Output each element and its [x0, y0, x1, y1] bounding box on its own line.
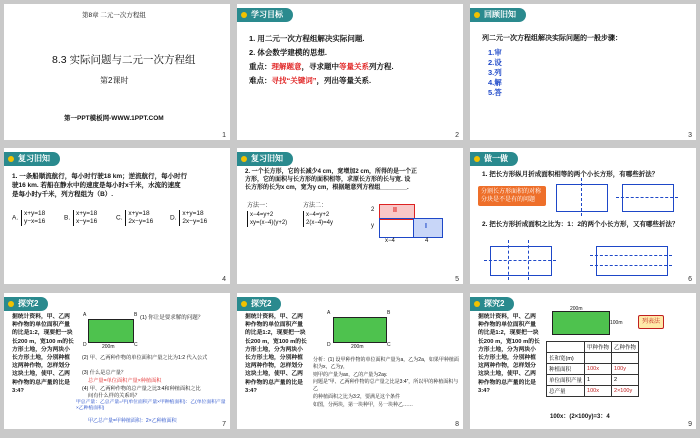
analysis-3: 问题是“甲、乙两种作物的总产量之比是3:4”，所以甲的种植面积与乙: [313, 379, 459, 392]
problem-text: 据统计资料，甲、乙两种作物的单位面积产量的比是1:2，现要把一块长200 m，宽100 m的长方形土地，分为两块小长方形土地，分别种植这两种作物，怎样划分这块土地，使甲、乙两种作物的总产量的比是3:4?: [12, 314, 74, 394]
problem-text: 据统计资料，甲、乙两种作物的单位面积产量的比是1:2，现要把一块长200 m，宽100 m的长方形土地，分为两块小长方形土地，分别种植这两种作物，怎样划分这块土地，使甲、乙两种作物的总产量的比是3:4?: [478, 314, 540, 394]
key-point-highlight-2: 等量关系: [339, 62, 369, 71]
method-1-label: 方法一：: [247, 203, 272, 209]
label-x-minus-4: x−4: [385, 238, 395, 244]
slide-header: 探究2: [470, 297, 514, 311]
slide-number: 9: [688, 421, 692, 428]
chapter-label: 第8章 二元一次方程组: [82, 12, 146, 19]
analysis-5: 如图，分两块，第一块种甲，另一块种乙……: [313, 402, 414, 408]
slide-number: 8: [455, 421, 459, 428]
note-1: (2) 甲、乙两种作物的单位面积产量之比为1:2 代入公式: [82, 355, 208, 361]
slide-number: 2: [455, 132, 459, 139]
label-y: y: [371, 223, 374, 229]
slide-header: 复习旧知: [237, 152, 293, 166]
slide-header: 复习旧知: [4, 152, 60, 166]
option-d: [170, 210, 207, 226]
length-label: 200m: [570, 306, 583, 312]
field-rectangle: [333, 317, 387, 343]
rectangle-3: [490, 246, 552, 276]
key-point-label: 重点：: [249, 62, 272, 71]
option-d-eq2: 2x−y=16: [182, 218, 208, 225]
difficulty-highlight: 寻找“关键词”: [271, 76, 317, 85]
table-cell: 100x: [585, 364, 612, 375]
dashed-split-2: [616, 197, 678, 198]
table-cell: [585, 353, 612, 364]
step-4: 4.解: [488, 78, 502, 87]
table-cell: 100x: [585, 386, 612, 397]
dashed-split-1: [581, 178, 582, 216]
slide-thumbnail-3[interactable]: [470, 4, 696, 140]
question-2: 2. 把长方形折成面积之比为：1：2的两个小长方形，又有哪些折法？: [482, 221, 679, 228]
method-1-eq1: x−4=y+2: [250, 212, 274, 218]
slide-title: 8.3 实际问题与二元一次方程组: [52, 54, 196, 66]
note-6: 甲总产量：乙总产量=甲(单位面积产量×甲种植面积)：乙(单位面积产量×乙种植面积): [76, 400, 226, 411]
table-cell: 种植面积: [547, 364, 585, 375]
table-header-cell: 甲种作物: [585, 342, 612, 353]
dashed-split-4b: [590, 265, 672, 266]
table-cell: 长和宽(m): [547, 353, 585, 364]
question-line-1: 1. 一条船顺流航行，每小时行驶18 km；逆流航行，每小时行: [12, 173, 188, 180]
label-C: C: [134, 342, 138, 348]
label-2: 2: [371, 207, 375, 213]
option-b-label: B.: [64, 214, 71, 222]
option-c-eq1: x+y=18: [128, 210, 150, 217]
slide-thumbnail-8[interactable]: [237, 293, 463, 429]
label-4: 4: [425, 238, 429, 244]
label-B: B: [387, 310, 391, 316]
method-2-label: 方法二：: [303, 203, 328, 209]
difficulty: [249, 76, 371, 85]
length-label: 200m: [102, 344, 115, 350]
slide-thumbnail-1[interactable]: [4, 4, 230, 140]
analysis-4: 的种植面积之比为3:2，要满足这个条件: [313, 394, 400, 400]
slide-number: 1: [222, 132, 226, 139]
key-point-tail: 列方程.: [369, 62, 394, 71]
option-c-label: C.: [116, 214, 123, 222]
rectangle-4: [596, 246, 668, 276]
slide-header: 做一做: [470, 152, 518, 166]
slide-header: 学习目标: [237, 8, 293, 22]
option-a-eq2: y−x=16: [23, 218, 46, 225]
steps-intro: 列二元一次方程组解决实际问题的一般步骤：: [482, 35, 622, 42]
table-cell: 单位面积产量: [547, 375, 585, 386]
step-5: 5.答: [488, 88, 502, 97]
label-I: I: [425, 223, 427, 230]
table-cell: [612, 353, 639, 364]
question-1: (1) 你让是要求解的问题？: [140, 315, 204, 321]
objective-2: 2. 体会数学建模的思想.: [249, 48, 327, 57]
table-cell: 100y: [612, 364, 639, 375]
method-tag: 列表法: [638, 315, 664, 329]
rectangle-2: [622, 184, 674, 212]
field-rectangle: [552, 311, 610, 335]
difficulty-text: ，列出等量关系.: [316, 76, 372, 85]
dashed-split-3c: [484, 260, 556, 261]
slide-thumbnail-7[interactable]: [4, 293, 230, 429]
option-b-eq2: x−y=16: [75, 218, 98, 225]
slide-thumbnail-2[interactable]: [237, 4, 463, 140]
step-2: 2.设: [488, 58, 502, 67]
data-table: [546, 341, 639, 397]
analysis-2: 则甲的产量为ax，乙的产量为2ay.: [313, 372, 388, 378]
option-d-label: D.: [170, 214, 177, 222]
table-row: [547, 375, 639, 386]
slide-number: 7: [222, 421, 226, 428]
key-point: [249, 62, 394, 71]
table-cell: 2×100y: [612, 386, 639, 397]
note-3: 总产量=单位面积产量×种植面积: [88, 378, 162, 384]
method-1-eq2: xy=(x−4)(y+2): [250, 220, 288, 226]
question-line-2: 驶16 km. 若船在静水中的速度是每小时x千米，水流的速度: [12, 182, 181, 189]
option-c: [116, 210, 153, 226]
label-D: D: [327, 342, 331, 348]
question-line-2: 方形，它的面积与长方形的面积相等，求原长方形的长与宽. 设: [245, 177, 411, 183]
table-cell: 总产量: [547, 386, 585, 397]
step-1: 1.审: [488, 48, 502, 57]
difficulty-label: 难点：: [249, 76, 272, 85]
slide-subtitle: 第2课时: [100, 76, 129, 85]
question-line-3: 是每小时y千米，列方程组为（B）.: [12, 191, 114, 198]
slide-thumbnail-6[interactable]: [470, 148, 696, 284]
rectangle-diagram: [369, 204, 451, 248]
option-a: [12, 210, 45, 226]
slide-header: 回顾旧知: [470, 8, 526, 22]
key-point-highlight-1: 理解题意: [271, 62, 302, 71]
table-cell: 1: [585, 375, 612, 386]
length-label: 200m: [351, 344, 364, 350]
table-cell: 2: [612, 375, 639, 386]
label-A: A: [83, 312, 87, 318]
table-header-row: [547, 342, 639, 353]
slide-thumbnail-5[interactable]: [237, 148, 463, 284]
method-2-eq1: x−4=y+2: [306, 212, 330, 218]
slide-header: 探究2: [237, 297, 281, 311]
question-1: 1. 把长方形纵月折成面积相等的两个小长方形，有哪些折法？: [482, 171, 659, 178]
rectangle-1: [556, 184, 608, 212]
slide-number: 3: [688, 132, 692, 139]
label-B: B: [134, 312, 138, 318]
region-I: [413, 218, 443, 238]
equation: 100x：(2×100y)=3：4: [550, 414, 610, 420]
note-5: 间有什么样的关系吗？: [88, 393, 140, 399]
table-header-cell: 乙种作物: [612, 342, 639, 353]
slide-number: 4: [222, 276, 226, 283]
note-4: (4) 甲、乙两种作物的总产量之比3:4和种植面积之比: [82, 386, 201, 392]
slide-thumbnail-4[interactable]: [4, 148, 230, 284]
region-main: [379, 218, 415, 238]
table-row: [547, 364, 639, 375]
footer-text: 第一PPT模板网-WWW.1PPT.COM: [64, 115, 164, 122]
question-line-1: 2. 一个长方形，它的长减少4 cm，宽增加2 cm，所得的是一个正: [245, 169, 418, 175]
option-c-eq2: 2x−y=16: [128, 218, 154, 225]
method-1: [247, 202, 287, 228]
option-a-label: A.: [12, 214, 19, 222]
key-point-text: ，寻求题中: [301, 62, 339, 71]
label-C: C: [387, 342, 391, 348]
option-b: [64, 210, 97, 226]
label-II: II: [393, 207, 397, 214]
dashed-split-4a: [590, 255, 672, 256]
hint-box: 分割长方形面积的对称分块是不是有的问题: [478, 186, 546, 206]
slide-number: 5: [455, 276, 459, 283]
option-b-eq1: x+y=18: [75, 210, 98, 217]
step-3: 3.列: [488, 68, 502, 77]
label-A: A: [327, 310, 331, 316]
note-2: (3) 什么是总产量？: [82, 370, 127, 376]
slide-thumbnail-9[interactable]: [470, 293, 696, 429]
slide-number: 6: [688, 276, 692, 283]
problem-text: 据统计资料，甲、乙两种作物的单位面积产量的比是1:2，现要把一块长200 m，宽100 m的长方形土地，分为两块小长方形土地，分别种植这两种作物，怎样划分这块土地，使甲、乙两种作物的总产量的比是3:4?: [245, 314, 307, 394]
method-2: [303, 202, 333, 228]
table-header-cell: [547, 342, 585, 353]
table-row: [547, 353, 639, 364]
option-d-eq1: x+y=18: [182, 210, 204, 217]
analysis-1: 分析：(1) 设甲种作物的单位面积产量为a，乙为2a，如果甲种植面积为x，乙为y，: [313, 357, 459, 370]
objective-1: 1. 用二元一次方程组解决实际问题.: [249, 34, 365, 43]
field-rectangle: [88, 319, 134, 343]
label-D: D: [83, 342, 87, 348]
slide-header: 探究2: [4, 297, 48, 311]
question-line-3: 长方形的长为x cm，宽为y cm，根据题意列方程组________.: [245, 185, 409, 191]
table-row: [547, 386, 639, 397]
option-a-eq1: x+y=18: [23, 210, 46, 217]
method-2-eq2: 2(x−4)=4y: [306, 220, 334, 226]
width-label: 100m: [610, 320, 623, 326]
note-7: 甲乙总产量=甲种植面积：2×乙种植面积: [88, 418, 177, 424]
